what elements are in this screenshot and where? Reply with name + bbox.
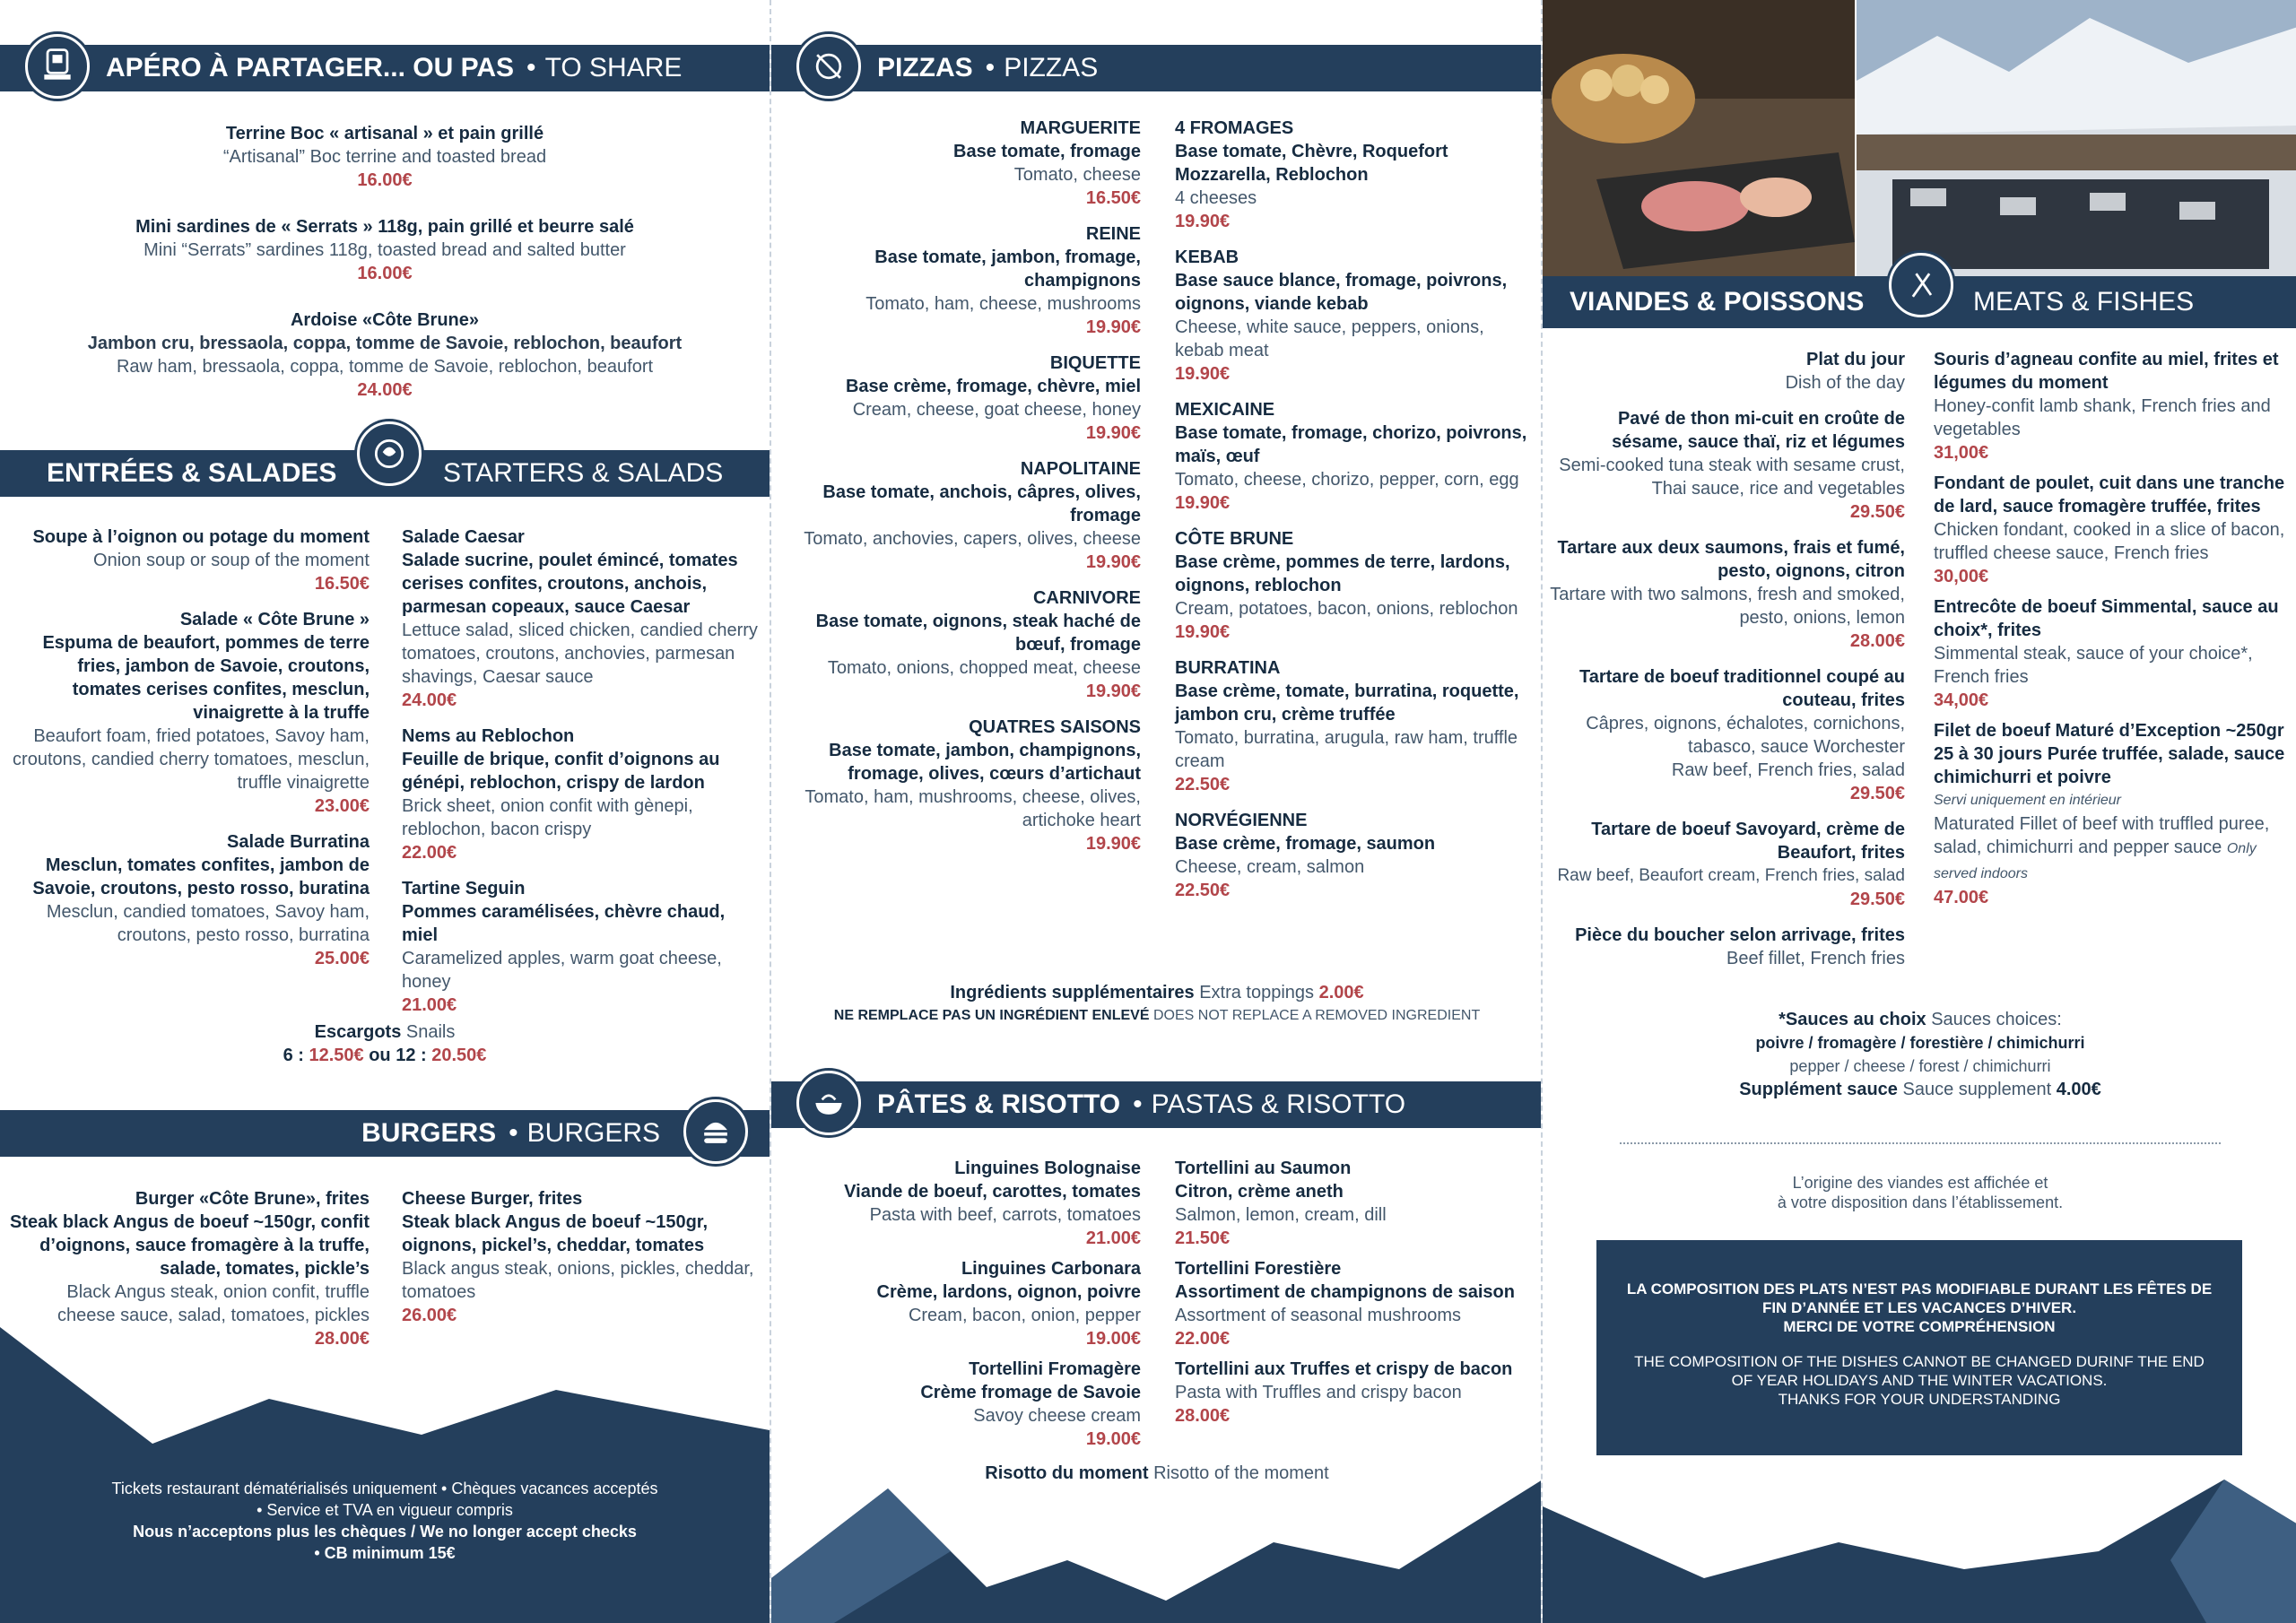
escargots: Escargots Snails 6 : 12.50€ ou 12 : 20.50€ <box>283 1022 487 1065</box>
meats-left <box>1550 348 1905 983</box>
menu-item: Fondant de poulet, cuit dans une tranche de lard, sauce fromagère truffée, frites Chicken fondant, cooked in a slice of bacon, truffled cheese sauce, French fries 30,00€ <box>1934 473 2285 586</box>
burgers-header: BURGERS • BURGERS <box>0 1110 770 1157</box>
entrees-header: ENTRÉES & SALADES STARTERS & SALADS <box>0 450 770 497</box>
menu-item: Tartare de boeuf traditionnel coupé au couteau, frites Câpres, oignons, échalotes, cornichons, tabasco, sauce Worchester Raw beef, French fries, salad 29.50€ <box>1578 667 1905 803</box>
pizzas-left <box>780 117 1141 868</box>
aperitif-header: APÉRO À PARTAGER... OU PAS • TO SHARE <box>0 45 770 91</box>
menu-item: Tortellini au Saumon Citron, crème aneth Salmon, lemon, cream, dill 21.50€ <box>1175 1159 1387 1248</box>
pizzas-header: PIZZAS • PIZZAS <box>771 45 1541 91</box>
pizza-icon <box>796 34 861 99</box>
menu-item: QUATRES SAISONS Base tomate, jambon, champignons, fromage, olives, cœurs d’artichaut Tomato, ham, mushrooms, cheese, olives, artichoke heart 19.90€ <box>804 717 1141 854</box>
menu-item: KEBAB Base sauce blance, fromage, poivrons, oignons, viande kebab Cheese, white sauce, peppers, onions, kebab meat 19.90€ <box>1175 247 1508 384</box>
menu-item: MARGUERITE Base tomate, fromage Tomato, cheese 16.50€ <box>953 118 1141 208</box>
menu-item: Ardoise «Côte Brune» Jambon cru, bressaola, coppa, tomme de Savoie, reblochon, beaufort Raw ham, bressaola, coppa, tomme de Savoie, reblochon, beaufort 24.00€ <box>87 310 683 400</box>
menu-item: CÔTE BRUNE Base crème, pommes de terre, lardons, oignons, reblochon Cream, potatoes, bacon, onions, reblochon 19.90€ <box>1175 529 1518 642</box>
menu-item: Salade Burratina Mesclun, tomates confites, jambon de Savoie, croutons, pesto rosso, buratina Mesclun, candied tomatoes, Savoy ham, croutons, pesto rosso, burratina 25.00€ <box>32 832 370 968</box>
menu-item: Entrecôte de boeuf Simmental, sauce au choix*, frites Simmental steak, sauce of your choice*, French fries 34,00€ <box>1934 597 2279 710</box>
menu-item: Nems au Reblochon Feuille de brique, confit d’oignons au génépi, reblochon, crispy de lardon Brick sheet, onion confit with gènepi, reblochon, bacon crispy 22.00€ <box>402 726 720 863</box>
burgers-title: BURGERS <box>361 1118 497 1148</box>
menu-item: NAPOLITAINE Base tomate, anchois, câpres, olives, fromage Tomato, anchovies, capers, olives, cheese 19.90€ <box>804 459 1141 572</box>
footer-notes: Tickets restaurant dématérialisés uniquement • Chèques vacances acceptés • Service et TVA en vigueur compris Nous n’acceptons plus les chèques / We no longer accept checks • CB minimum 15€ <box>111 1480 658 1562</box>
holiday-notice: LA COMPOSITION DES PLATS N’EST PAS MODIFIABLE DURANT LES FÊTES DE FIN D’ANNÉE ET LES VACANCES D’HIVER. MERCI DE VOTRE COMPRÉHENSION THE COMPOSITION OF THE DISHES CANNOT BE CHANGED DURINF THE END OF YEAR HOLIDAYS AND THE WINTER VACATIONS. THANKS FOR YOUR UNDERSTANDING <box>1596 1240 2242 1455</box>
entrees-title: ENTRÉES & SALADES <box>47 458 337 488</box>
menu-item: Tortellini Fromagère Crème fromage de Savoie Savoy cheese cream 19.00€ <box>920 1359 1141 1449</box>
menu-item: Linguines Bolognaise Viande de boeuf, carottes, tomates Pasta with beef, carrots, tomatoes 21.00€ <box>844 1159 1141 1248</box>
mountain-decoration <box>0 1327 770 1623</box>
menu-item: Terrine Boc « artisanal » et pain grillé “Artisanal” Boc terrine and toasted bread 16.00€ <box>222 124 547 190</box>
entrees-right <box>402 525 761 1029</box>
menu-item: Salade Caesar Salade sucrine, poulet émincé, tomates cerises confites, croutons, anchois, parmesan copeaux, sauce Caesar Lettuce salad, sliced chicken, candied cherry tomatoes, croutons, anchovies, parmesan shavings, Caesar sauce 24.00€ <box>402 527 758 710</box>
pastas-header: PÂTES & RISOTTO • PASTAS & RISOTTO <box>771 1081 1541 1128</box>
meat-origin: L’origine des viandes est affichée et à votre disposition dans l’établissement. <box>1777 1174 2064 1211</box>
divider <box>1620 1142 2221 1144</box>
pastas-right <box>1175 1157 1534 1440</box>
pasta-bowl-icon <box>796 1071 861 1135</box>
burgers-right <box>402 1187 761 1340</box>
menu-item: Pièce du boucher selon arrivage, frites Beef fillet, French fries <box>1575 925 1905 968</box>
raclette-icon <box>25 34 90 99</box>
menu-item: Cheese Burger, frites Steak black Angus de boeuf ~150gr, oignons, pickel’s, cheddar, tomates Black angus steak, onions, pickles, cheddar, tomatoes 26.00€ <box>402 1189 754 1325</box>
mountain-decoration <box>771 1480 1541 1623</box>
extra-toppings: Ingrédients supplémentaires Extra toppings 2.00€ NE REMPLACE PAS UN INGRÉDIENT ENLEVÉ DOES NOT REPLACE A REMOVED INGREDIENT <box>833 983 1481 1023</box>
menu-item: Tartine Seguin Pommes caramélisées, chèvre chaud, miel Caramelized apples, warm goat cheese, honey 21.00€ <box>402 879 726 1015</box>
meats-title: VIANDES & POISSONS <box>1570 287 1865 317</box>
burger-icon <box>683 1099 748 1164</box>
menu-item: Filet de boeuf Maturé d’Exception ~250gr 25 à 30 jours Purée truffée, salade, sauce chimichurri et poivre Servi uniquement en intérieur Maturated Fillet of beef with truffled puree, salad, chimichurri and pepper sauce Only served indoors 47.00€ <box>1934 721 2285 907</box>
left-panel <box>0 0 770 1623</box>
menu-item: Tartare de boeuf Savoyard, crème de Beaufort, frites Raw beef, Beaufort cream, French fries, salad 29.50€ <box>1557 820 1905 909</box>
raclette-photo <box>1543 0 1855 276</box>
menu-item: Tartare aux deux saumons, frais et fumé, pesto, oignons, citron Tartare with two salmons, fresh and smoked, pesto, onions, lemon 28.00€ <box>1550 538 1905 651</box>
menu-item: Souris d’agneau confite au miel, frites et légumes du moment Honey-confit lamb shank, French fries and vegetables 31,00€ <box>1934 350 2279 463</box>
menu-item: Pavé de thon mi-cuit en croûte de sésame, sauce thaï, riz et légumes Semi-cooked tuna steak with sesame crust, Thai sauce, rice and vegetables 29.50€ <box>1559 409 1905 522</box>
menu-item: Mini sardines de « Serrats » 118g, pain grillé et beurre salé Mini “Serrats” sardines 118g, toasted bread and salted butter 16.00€ <box>135 217 634 283</box>
menu-item: Soupe à l’oignon ou potage du moment Onion soup or soup of the moment 16.50€ <box>32 527 370 594</box>
salad-icon <box>357 421 422 486</box>
mountain-decoration <box>1543 1480 2296 1623</box>
pizzas-right <box>1175 117 1534 915</box>
menu-item: Burger «Côte Brune», frites Steak black Angus de boeuf ~150gr, confit d’oignons, sauce fromagère à la truffe, salade, tomates, pickle’s Black Angus steak, onion confit, truffle cheese sauce, salad, tomatoes, pickles 28.00€ <box>9 1189 370 1349</box>
meats-right <box>1934 348 2292 922</box>
menu-item: BIQUETTE Base crème, fromage, chèvre, miel Cream, cheese, goat cheese, honey 19.90€ <box>845 353 1141 443</box>
menu-item: 4 FROMAGES Base tomate, Chèvre, Roquefort Mozzarella, Reblochon 4 cheeses 19.90€ <box>1175 118 1448 231</box>
menu-item: REINE Base tomate, jambon, fromage, champignons Tomato, ham, cheese, mushrooms 19.90€ <box>865 224 1141 337</box>
entrees-left <box>9 525 370 983</box>
meats-header: VIANDES & POISSONS MEATS & FISHES <box>1543 276 2296 328</box>
menu-item: Salade « Côte Brune » Espuma de beaufort, pommes de terre fries, jambon de Savoie, croutons, tomates cerises confites, mesclun, vinaigrette à la truffe Beaufort foam, fried potatoes, Savoy ham, croutons, candied cherry tomatoes, mesclun, truffle vinaigrette 23.00€ <box>13 610 370 816</box>
middle-panel <box>770 0 1541 1623</box>
pizzas-title: PIZZAS <box>877 53 973 82</box>
menu-item: MEXICAINE Base tomate, fromage, chorizo, poivrons, maïs, œuf Tomato, cheese, chorizo, pepper, corn, egg 19.90€ <box>1175 400 1527 513</box>
menu-item: Tortellini Forestière Assortiment de champignons de saison Assortment of seasonal mushrooms 22.00€ <box>1175 1259 1515 1349</box>
mountain-terrace-photo <box>1857 0 2296 276</box>
pastas-title: PÂTES & RISOTTO <box>877 1089 1121 1119</box>
menu-item: CARNIVORE Base tomate, oignons, steak haché de bœuf, fromage Tomato, onions, chopped meat, cheese 19.90€ <box>815 588 1141 701</box>
menu-item: Plat du jour Dish of the day <box>1785 350 1905 393</box>
sauces: *Sauces au choix Sauces choices: poivre / fromagère / forestière / chimichurri pepper / cheese / forest / chimichurri Supplément sauce Sauce supplement 4.00€ <box>1739 1010 2101 1099</box>
risotto: Risotto du moment Risotto of the moment <box>985 1463 1329 1483</box>
menu-item: NORVÉGIENNE Base crème, fromage, saumon Cheese, cream, salmon 22.50€ <box>1175 811 1436 900</box>
right-panel <box>1541 0 2296 1623</box>
aperitif-title: APÉRO À PARTAGER... OU PAS <box>106 53 515 82</box>
menu-item: Linguines Carbonara Crème, lardons, oignon, poivre Cream, bacon, onion, pepper 19.00€ <box>876 1259 1141 1349</box>
knife-fork-icon <box>1889 253 1953 317</box>
menu-item: BURRATINA Base crème, tomate, burratina, roquette, jambon cru, crème truffée Tomato, burratina, arugula, raw ham, truffle cream 22.50€ <box>1175 658 1519 794</box>
menu-item: Tortellini aux Truffes et crispy de bacon Pasta with Truffles and crispy bacon 28.00€ <box>1175 1359 1513 1426</box>
pastas-left <box>780 1157 1141 1463</box>
aperitif-list <box>18 122 752 414</box>
